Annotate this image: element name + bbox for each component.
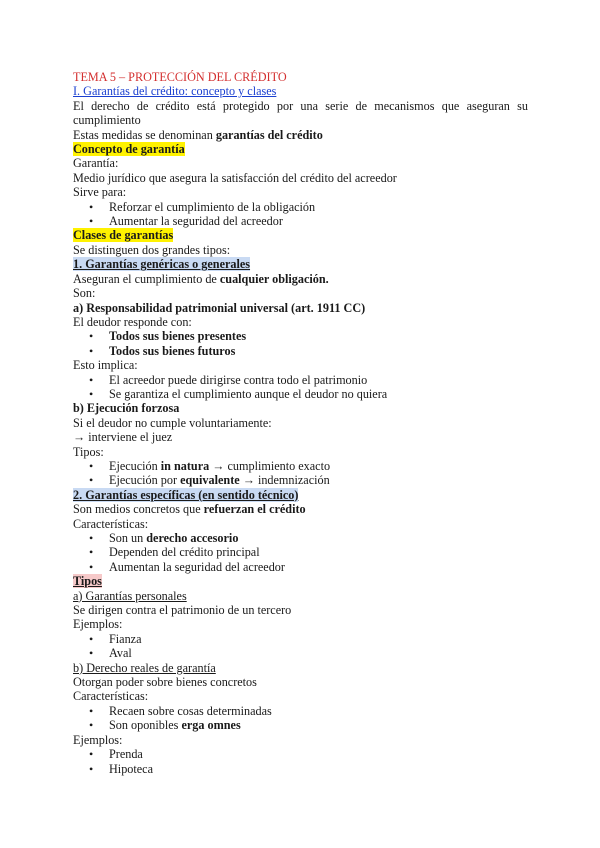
serves-list <box>73 200 528 229</box>
garantia-definition: Medio jurídico que asegura la satisfacción del crédito del acreedor <box>73 170 397 185</box>
personales-examples-label: Ejemplos: <box>73 617 123 632</box>
list-item <box>73 344 528 358</box>
judge-line: → interviene el juez <box>73 430 173 445</box>
means-text: Son medios concretos que <box>73 502 204 517</box>
tipos-heading: Tipos <box>73 574 102 589</box>
list-item-text: Son oponibles <box>109 718 182 733</box>
personales-heading: a) Garantías personales <box>73 588 187 603</box>
list-item: • Aval <box>73 646 528 660</box>
list-item <box>73 459 528 473</box>
reales-chars-list <box>73 704 528 733</box>
list-item-bold: equivalente <box>180 473 240 488</box>
list-item: • Hipoteca <box>73 762 528 776</box>
list-item-bold: Todos sus bienes presentes <box>109 329 247 344</box>
list-item-text: → cumplimiento exacto <box>209 458 331 473</box>
list-item: • Reforzar el cumplimiento de la obligación <box>73 200 528 214</box>
if-not-line: Si el deudor no cumple voluntariamente: <box>73 415 272 430</box>
chars-list <box>73 531 528 574</box>
reales-heading: b) Derecho reales de garantía <box>73 660 216 675</box>
list-item: • Aumentan la seguridad del acreedor <box>73 560 528 574</box>
serves-label: Sirve para: <box>73 185 127 200</box>
list-item: • Fianza <box>73 632 528 646</box>
garantia-label: Garantía: <box>73 156 119 171</box>
list-item-text: Ejecución <box>109 458 161 473</box>
personales-desc: Se dirigen contra el patrimonio de un tercero <box>73 603 292 618</box>
responsabilidad-heading-text: a) Responsabilidad patrimonial universal (art. 1911 CC) <box>73 300 366 315</box>
tipos-heading-line <box>73 574 528 588</box>
list-item: • Prenda <box>73 747 528 761</box>
section-heading-garantias: I. Garantías del crédito: concepto y clases <box>73 84 277 99</box>
especificas-heading-line <box>73 488 528 502</box>
ejecucion-list <box>73 459 528 488</box>
list-item: • Aumentar la seguridad del acreedor <box>73 214 528 228</box>
ejecucion-heading-text: b) Ejecución forzosa <box>73 401 180 416</box>
measures-text: Estas medidas se denominan <box>73 127 216 142</box>
responsabilidad-heading <box>73 301 528 315</box>
means-bold: refuerzan el crédito <box>203 502 306 517</box>
clases-intro: Se distinguen dos grandes tipos: <box>73 242 231 257</box>
genericas-heading-line <box>73 257 528 271</box>
ejecucion-heading <box>73 401 528 415</box>
intro-line-2: cumplimiento <box>73 113 141 128</box>
measures-bold: garantías del crédito <box>215 127 323 142</box>
list-item-bold: Todos sus bienes futuros <box>109 343 236 358</box>
especificas-means <box>73 502 528 516</box>
list-item <box>73 329 528 343</box>
reales-examples-label: Ejemplos: <box>73 732 123 747</box>
list-item: • Recaen sobre cosas determinadas <box>73 704 528 718</box>
clases-heading: Clases de garantías <box>73 228 174 243</box>
page-title: TEMA 5 – PROTECCIÓN DEL CRÉDITO <box>73 70 287 84</box>
reales-desc: Otorgan poder sobre bienes concretos <box>73 675 257 690</box>
implies-list <box>73 373 528 402</box>
concepto-heading-line <box>73 142 528 156</box>
list-item <box>73 718 528 732</box>
clases-heading-line <box>73 228 528 242</box>
list-item-text: Son un <box>109 531 147 545</box>
genericas-heading: 1. Garantías genéricas o generales <box>73 257 251 272</box>
list-item: • Se garantiza el cumplimiento aunque el deudor no quiera <box>73 387 528 401</box>
intro-line-1: El derecho de crédito está protegido por una serie de mecanismos que aseguran su <box>73 98 528 113</box>
list-item-bold: erga omnes <box>181 718 241 733</box>
genericas-assure <box>73 272 528 286</box>
list-item: • El acreedor puede dirigirse contra todo el patrimonio <box>73 373 528 387</box>
tipos-label: Tipos: <box>73 444 104 459</box>
list-item-text: → indemnización <box>239 473 330 488</box>
debtor-list <box>73 329 528 358</box>
list-item <box>73 531 528 545</box>
especificas-heading: 2. Garantías específicas (en sentido técnico) <box>73 487 299 502</box>
reales-examples-list <box>73 747 528 776</box>
list-item-bold: derecho accesorio <box>146 531 239 545</box>
son-label: Son: <box>73 286 96 301</box>
measures-line <box>73 128 528 142</box>
concepto-heading: Concepto de garantía <box>73 142 185 157</box>
debtor-label: El deudor responde con: <box>73 314 192 329</box>
list-item <box>73 473 528 487</box>
document-page <box>73 70 528 776</box>
list-item: • Dependen del crédito principal <box>73 545 528 559</box>
list-item-bold: in natura <box>160 458 210 473</box>
assure-text: Aseguran el cumplimiento de <box>73 271 220 286</box>
list-item-text: Ejecución por <box>109 473 181 488</box>
reales-chars-label: Características: <box>73 689 149 704</box>
implies-label: Esto implica: <box>73 358 138 373</box>
assure-bold: cualquier obligación. <box>219 271 329 286</box>
chars-label: Características: <box>73 516 149 531</box>
personales-list <box>73 632 528 661</box>
